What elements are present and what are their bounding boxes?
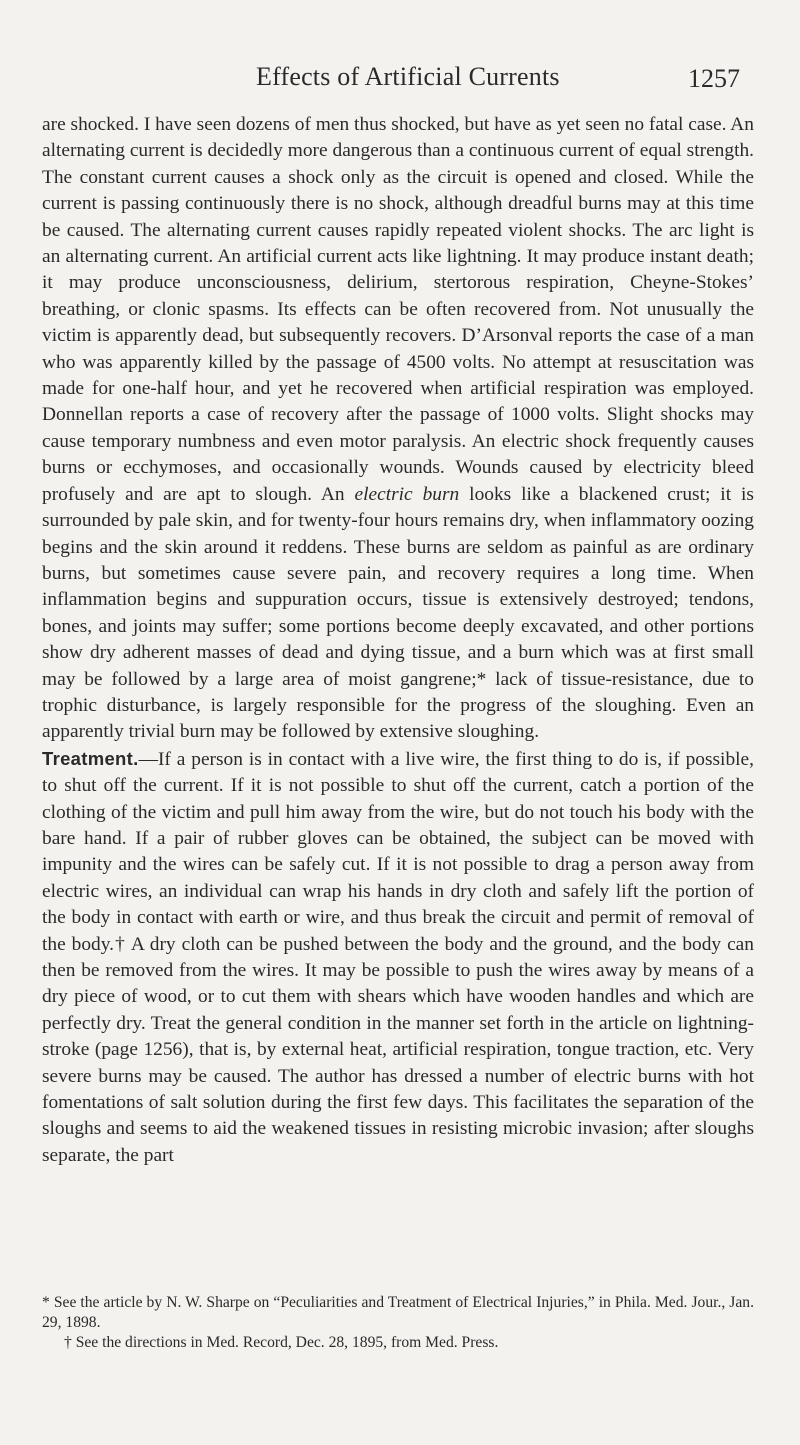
running-title: Effects of Artificial Currents bbox=[256, 62, 560, 91]
paragraph-effects-text-1: are shocked. I have seen dozens of men thus shocked, but have as yet seen no fatal case. An alternating current is decidedly more dangerous than a continuous current of equal strength. The constant current causes a shock only as the circuit is opened and closed. While the current is passing continuously there is no shock, although dreadful burns may at this time be caused. The alternating current causes rapidly repeated violent shocks. The arc light is an alternating current. An artificial current acts like lightning. It may produce instant death; it may produce unconsciousness, delirium, stertorous respiration, Cheyne-Stokes’ breathing, or clonic spasms. Its effects can be often recovered from. Not unusually the victim is apparently dead, but subsequently recovers. D’Arsonval reports the case of a man who was apparently killed by the passage of 4500 volts. No attempt at resuscitation was made for one-half hour, and yet he recovered when artificial respiration was employed. Donnellan reports a case of recovery after the passage of 1000 volts. Slight shocks may cause temporary numbness and even motor paralysis. An electric shock frequently causes burns or ecchymoses, and occasionally wounds. Wounds caused by electricity bleed profusely and are apt to slough. An bbox=[42, 114, 754, 505]
treatment-heading: Treatment. bbox=[42, 747, 139, 769]
footnote-asterisk: * See the article by N. W. Sharpe on “Peculiarities and Treatment of Electrical Injuries,” in Phila. Med. Jour., Jan. 29, 1898. bbox=[42, 1294, 754, 1331]
paragraph-effects-text-2: looks like a blackened crust; it is surrounded by pale skin, and for twenty-four hours remains dry, when inflammatory oozing begins and the skin around it reddens. These burns are seldom as painful as are ordinary burns, but sometimes cause severe pain, and recovery requires a long time. When inflammation begins and suppuration occurs, tissue is extensively destroyed; tendons, bones, and joints may suffer; some portions become deeply excavated, and other portions show dry adherent masses of dead and dying tissue, and a burn which was at first small may be followed by a large area of moist gangrene;* lack of tissue-resistance, due to trophic disturbance, is largely responsible for the progress of the sloughing. Even an apparently trivial burn may be followed by extensive sloughing. bbox=[42, 483, 754, 743]
paragraph-effects-italic-term: electric burn bbox=[354, 483, 460, 505]
main-text bbox=[42, 112, 754, 1169]
paragraph-treatment bbox=[42, 746, 754, 1170]
paragraph-effects bbox=[42, 112, 754, 746]
footnote-dagger: † See the directions in Med. Record, Dec. 28, 1895, from Med. Press. bbox=[64, 1334, 499, 1351]
treatment-text: —If a person is in contact with a live wire, the first thing to do is, if possible, to shut off the current. If it is not possible to shut off the current, catch a portion of the clothing of the victim and pull him away from the wire, but do not touch his body with the bare hand. If a pair of rubber gloves can be obtained, the subject can be moved with impunity and the wires can be safely cut. If it is not possible to drag a person away from electric wires, an individual can wrap his hands in dry cloth and safely lift the portion of the body in contact with earth or wire, and thus break the circuit and permit of removal of the body.† A dry cloth can be pushed between the body and the ground, and the body can then be removed from the wires. It may be possible to push the wires away by means of a dry piece of wood, or to cut them with shears which have wooden handles and which are perfectly dry. Treat the general condition in the manner set forth in the article on lightning-stroke (page 1256), that is, by external heat, artificial respiration, tongue traction, etc. Very severe burns may be caused. The author has dressed a number of electric burns with hot fomentations of salt solution during the first few days. This facilitates the separation of the sloughs and seems to aid the weakened tissues in resisting microbic invasion; after sloughs separate, the part bbox=[42, 748, 754, 1166]
page-number: 1257 bbox=[688, 64, 740, 93]
footnotes bbox=[42, 1293, 754, 1353]
running-header bbox=[0, 62, 800, 102]
